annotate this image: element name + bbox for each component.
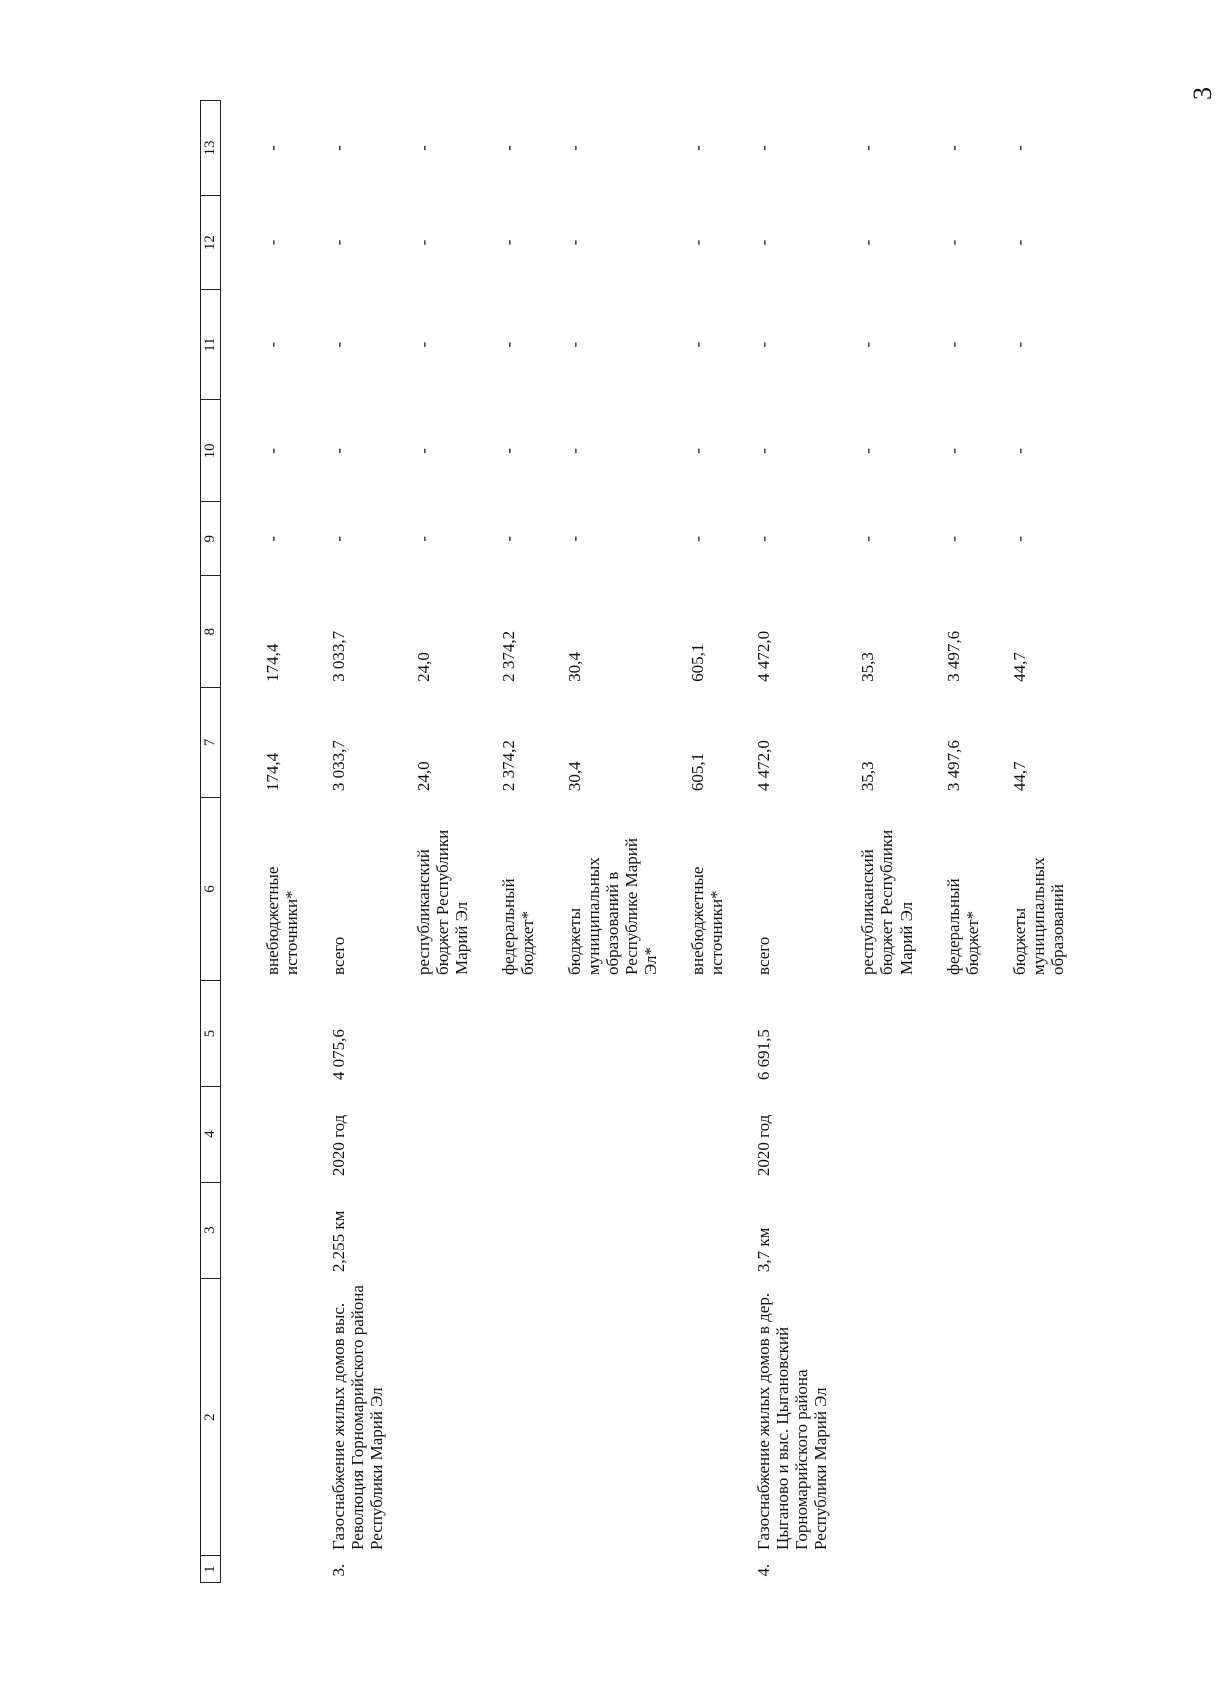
- column-number-header: 5: [201, 981, 221, 1086]
- object-length: [220, 1182, 321, 1278]
- object-length: [936, 1182, 1002, 1278]
- column-number-header: 11: [201, 290, 221, 400]
- empty-value-col9: -: [754, 535, 774, 542]
- empty-value-col11: -: [858, 341, 878, 348]
- funding-source: бюджеты муниципальных образований в Республике Марий Эл*: [565, 838, 661, 975]
- empty-value-col12: -: [328, 239, 348, 246]
- implementation-year: [1002, 1086, 1087, 1182]
- table-row: [557, 101, 680, 1583]
- column-number-header: 13: [201, 101, 221, 196]
- table-row: [850, 101, 935, 1583]
- empty-value-col11: -: [413, 341, 433, 348]
- amount-col8: 3 033,7: [328, 630, 348, 682]
- funding-source: республиканский бюджет Республики Марий Эл: [413, 829, 472, 975]
- program-table: [200, 100, 1087, 1583]
- empty-value-col11: -: [943, 341, 963, 348]
- empty-value-col13: -: [858, 145, 878, 151]
- column-number-header: 6: [201, 797, 221, 981]
- empty-value-col13: -: [754, 145, 774, 151]
- amount-col7: 2 374,2: [499, 740, 519, 792]
- empty-value-col11: -: [328, 341, 348, 348]
- object-name: [850, 1278, 935, 1556]
- empty-value-col9: -: [943, 535, 963, 542]
- table-row: [406, 101, 491, 1583]
- item-number: [1002, 1556, 1087, 1583]
- empty-value-col12: -: [565, 239, 585, 246]
- column-number-row: [201, 101, 221, 1583]
- estimated-cost: [1002, 981, 1087, 1086]
- empty-value-col12: -: [413, 239, 433, 246]
- amount-col7: 44,7: [1009, 761, 1029, 792]
- item-number: [406, 1556, 491, 1583]
- funding-source: внебюджетные источники*: [262, 866, 301, 975]
- table-row: [1002, 101, 1087, 1583]
- empty-value-col9: -: [565, 535, 585, 542]
- empty-value-col9: -: [262, 535, 282, 542]
- object-length: 2,255 км: [328, 1210, 348, 1273]
- empty-value-col9: -: [413, 535, 433, 542]
- implementation-year: [557, 1086, 680, 1182]
- empty-value-col11: -: [688, 341, 708, 348]
- empty-value-col9: -: [1009, 535, 1029, 542]
- implementation-year: [491, 1086, 557, 1182]
- estimated-cost: [491, 981, 557, 1086]
- amount-col8: 2 374,2: [499, 630, 519, 682]
- amount-col7: 30,4: [565, 761, 585, 792]
- estimated-cost: [936, 981, 1002, 1086]
- empty-value-col11: -: [565, 341, 585, 348]
- empty-value-col9: -: [328, 535, 348, 542]
- amount-col8: 44,7: [1009, 652, 1029, 682]
- empty-value-col10: -: [858, 448, 878, 454]
- implementation-year: [406, 1086, 491, 1182]
- column-number-header: 4: [201, 1086, 221, 1182]
- object-name: Газоснабжение жилых домов в дер. Цыганово и выс. Цыгановский Горномарийского района Республики Марий Эл: [754, 1292, 831, 1550]
- funding-source: внебюджетные источники*: [688, 866, 727, 975]
- empty-value-col12: -: [262, 239, 282, 246]
- column-number-header: 9: [201, 502, 221, 576]
- amount-col7: 4 472,0: [754, 740, 774, 792]
- table-row: [746, 101, 850, 1583]
- implementation-year: [220, 1086, 321, 1182]
- item-number: [491, 1556, 557, 1583]
- empty-value-col12: -: [499, 239, 519, 246]
- empty-value-col12: -: [1009, 239, 1029, 246]
- table-row: [680, 101, 746, 1583]
- empty-value-col10: -: [688, 448, 708, 454]
- table-body: [220, 101, 1086, 1583]
- amount-col7: 24,0: [413, 761, 433, 792]
- object-length: [1002, 1182, 1087, 1278]
- object-name: [936, 1278, 1002, 1556]
- empty-value-col13: -: [413, 145, 433, 151]
- empty-value-col13: -: [262, 145, 282, 151]
- object-length: [557, 1182, 680, 1278]
- empty-value-col11: -: [499, 341, 519, 348]
- estimated-cost: [406, 981, 491, 1086]
- estimated-cost: [850, 981, 935, 1086]
- amount-col7: 3 033,7: [328, 740, 348, 792]
- empty-value-col10: -: [499, 448, 519, 454]
- landscape-sheet: [200, 100, 1067, 1583]
- estimated-cost: [220, 981, 321, 1086]
- amount-col7: 605,1: [688, 752, 708, 792]
- object-name: [557, 1278, 680, 1556]
- object-name: [220, 1278, 321, 1556]
- page-number: 3: [1188, 87, 1217, 100]
- empty-value-col10: -: [328, 448, 348, 454]
- object-length: [850, 1182, 935, 1278]
- table-row: [220, 101, 321, 1583]
- empty-value-col11: -: [754, 341, 774, 348]
- funding-source: бюджеты муниципальных образований: [1009, 857, 1067, 975]
- implementation-year: [936, 1086, 1002, 1182]
- amount-col8: 4 472,0: [754, 630, 774, 682]
- item-number: 4.: [754, 1563, 774, 1577]
- empty-value-col13: -: [688, 145, 708, 151]
- item-number: [220, 1556, 321, 1583]
- empty-value-col10: -: [262, 448, 282, 454]
- object-name: [406, 1278, 491, 1556]
- estimated-cost: [680, 981, 746, 1086]
- amount-col8: 605,1: [688, 643, 708, 682]
- empty-value-col12: -: [943, 239, 963, 246]
- item-number: 3.: [328, 1563, 348, 1577]
- object-length: 3,7 км: [754, 1227, 774, 1273]
- empty-value-col12: -: [688, 239, 708, 246]
- empty-value-col13: -: [1009, 145, 1029, 151]
- column-number-header: 12: [201, 196, 221, 290]
- table-row: [491, 101, 557, 1583]
- empty-value-col9: -: [499, 535, 519, 542]
- table-row: [321, 101, 406, 1583]
- amount-col7: 3 497,6: [943, 740, 963, 792]
- funding-source: всего: [754, 936, 774, 975]
- implementation-year: 2020 год: [328, 1114, 348, 1177]
- empty-value-col13: -: [499, 145, 519, 151]
- empty-value-col9: -: [688, 535, 708, 542]
- column-number-header: 8: [201, 576, 221, 688]
- amount-col8: 35,3: [858, 652, 878, 682]
- column-number-header: 1: [201, 1556, 221, 1583]
- object-name: [1002, 1278, 1087, 1556]
- column-number-header: 3: [201, 1182, 221, 1278]
- empty-value-col10: -: [943, 448, 963, 454]
- funding-source: федеральный бюджет*: [499, 878, 538, 975]
- amount-col8: 24,0: [413, 652, 433, 682]
- estimated-cost: 4 075,6: [328, 1029, 348, 1081]
- empty-value-col13: -: [565, 145, 585, 151]
- empty-value-col10: -: [1009, 448, 1029, 454]
- object-length: [491, 1182, 557, 1278]
- empty-value-col12: -: [858, 239, 878, 246]
- implementation-year: [680, 1086, 746, 1182]
- empty-value-col12: -: [754, 239, 774, 246]
- object-name: Газоснабжение жилых домов выс. Революция Горномарийского района Республики Марий Эл: [328, 1285, 386, 1550]
- funding-source: федеральный бюджет*: [943, 878, 982, 975]
- item-number: [680, 1556, 746, 1583]
- implementation-year: 2020 год: [754, 1114, 774, 1177]
- amount-col8: 3 497,6: [943, 630, 963, 682]
- estimated-cost: [557, 981, 680, 1086]
- empty-value-col9: -: [858, 535, 878, 542]
- table-row: [936, 101, 1002, 1583]
- object-length: [406, 1182, 491, 1278]
- item-number: [557, 1556, 680, 1583]
- empty-value-col13: -: [943, 145, 963, 151]
- object-name: [491, 1278, 557, 1556]
- object-length: [680, 1182, 746, 1278]
- funding-source: республиканский бюджет Республики Марий Эл: [858, 829, 916, 975]
- amount-col8: 174,4: [262, 643, 282, 682]
- column-number-header: 10: [201, 400, 221, 502]
- empty-value-col13: -: [328, 145, 348, 151]
- column-number-header: 7: [201, 688, 221, 797]
- item-number: [850, 1556, 935, 1583]
- item-number: [936, 1556, 1002, 1583]
- empty-value-col10: -: [413, 448, 433, 454]
- object-name: [680, 1278, 746, 1556]
- implementation-year: [850, 1086, 935, 1182]
- empty-value-col11: -: [1009, 341, 1029, 348]
- amount-col8: 30,4: [565, 652, 585, 682]
- empty-value-col11: -: [262, 341, 282, 348]
- funding-source: всего: [328, 936, 348, 975]
- column-number-header: 2: [201, 1278, 221, 1556]
- empty-value-col10: -: [754, 448, 774, 454]
- estimated-cost: 6 691,5: [754, 1029, 774, 1081]
- amount-col7: 35,3: [858, 761, 878, 792]
- amount-col7: 174,4: [262, 752, 282, 792]
- empty-value-col10: -: [565, 448, 585, 454]
